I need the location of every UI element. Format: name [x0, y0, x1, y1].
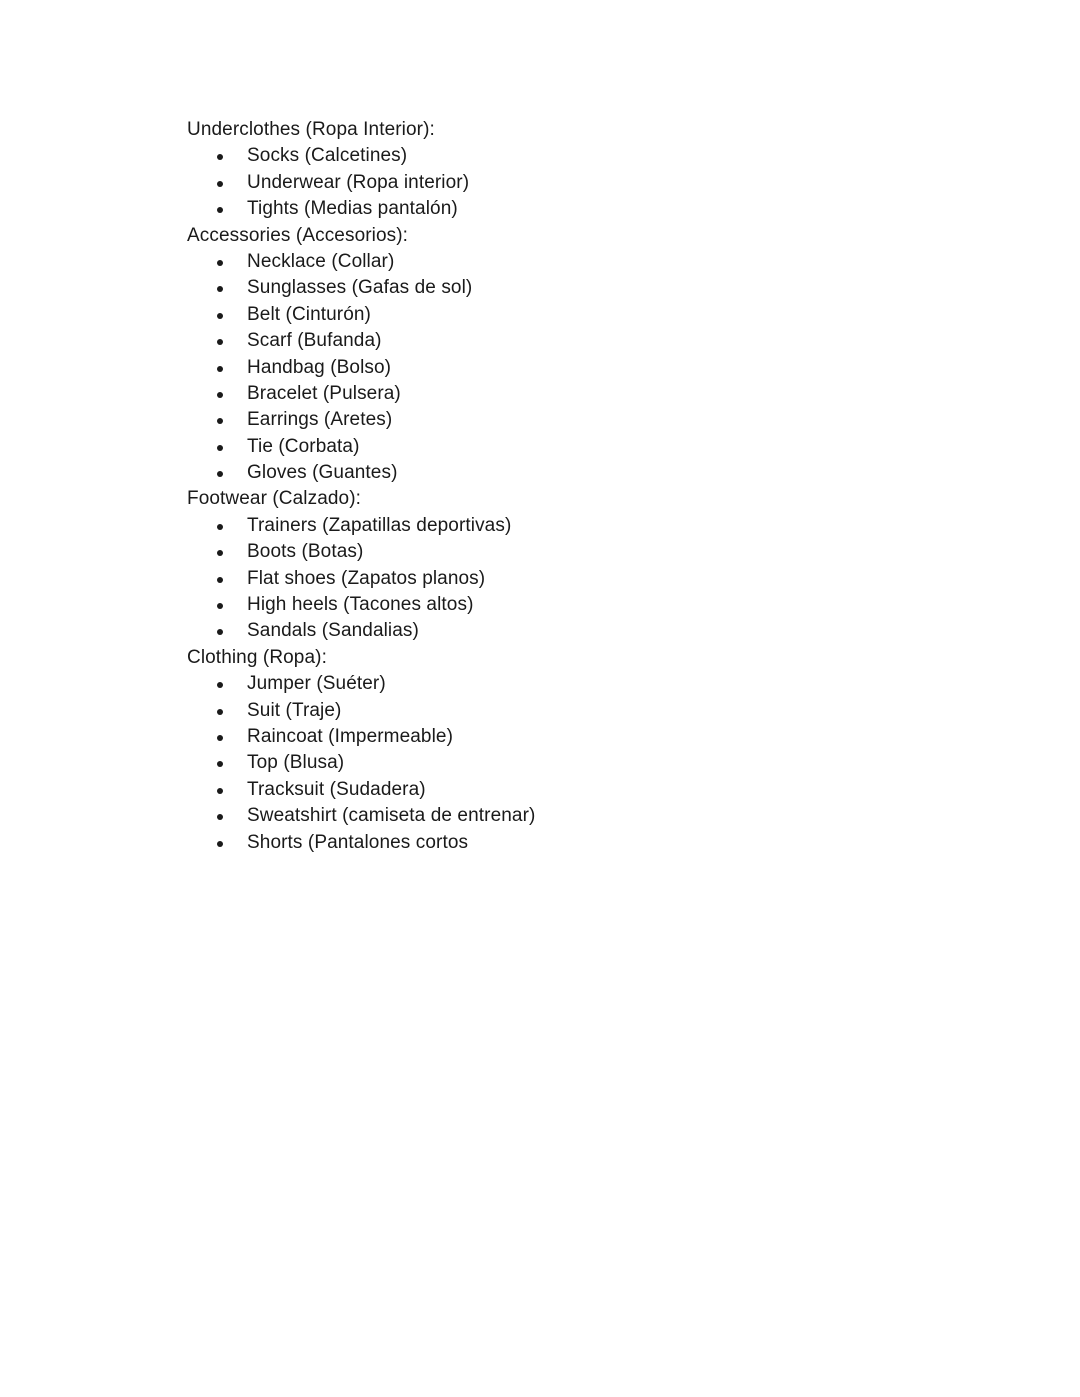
list-item — [187, 777, 947, 803]
list-item-text: Boots (Botas) — [247, 541, 364, 563]
list-item-text: Raincoat (Impermeable) — [247, 725, 454, 747]
bullet-icon — [217, 339, 223, 345]
list-item — [187, 513, 947, 539]
bullet-icon — [217, 603, 223, 609]
list-item-text: Tie (Corbata) — [247, 435, 360, 457]
item-list — [187, 671, 947, 856]
list-item-text: Socks (Calcetines) — [247, 145, 408, 167]
list-item-text: Necklace (Collar) — [247, 250, 395, 272]
list-item-text: Sandals (Sandalias) — [247, 620, 419, 642]
list-item-text: Sweatshirt (camiseta de entrenar) — [247, 805, 536, 827]
list-item — [187, 249, 947, 275]
list-item-text: Top (Blusa) — [247, 752, 345, 774]
list-item — [187, 698, 947, 724]
bullet-icon — [217, 207, 223, 213]
list-item — [187, 803, 947, 829]
list-item — [187, 460, 947, 486]
list-item — [187, 618, 947, 644]
list-item — [187, 539, 947, 565]
list-item-text: High heels (Tacones altos) — [247, 594, 474, 616]
bullet-icon — [217, 154, 223, 160]
list-item — [187, 196, 947, 222]
section-heading: Clothing (Ropa): — [187, 646, 327, 668]
bullet-icon — [217, 550, 223, 556]
list-item-text: Gloves (Guantes) — [247, 462, 398, 484]
item-list — [187, 143, 947, 222]
list-item — [187, 434, 947, 460]
list-item — [187, 275, 947, 301]
list-item — [187, 566, 947, 592]
bullet-icon — [217, 629, 223, 635]
bullet-icon — [217, 260, 223, 266]
list-item-text: Flat shoes (Zapatos planos) — [247, 567, 486, 589]
section-footwear — [187, 486, 947, 644]
bullet-icon — [217, 471, 223, 477]
bullet-icon — [217, 366, 223, 372]
list-item-text: Belt (Cinturón) — [247, 303, 371, 325]
bullet-icon — [217, 418, 223, 424]
list-item — [187, 592, 947, 618]
list-item-text: Tracksuit (Sudadera) — [247, 778, 426, 800]
list-item-text: Scarf (Bufanda) — [247, 330, 382, 352]
bullet-icon — [217, 682, 223, 688]
list-item — [187, 381, 947, 407]
section-heading: Underclothes (Ropa Interior): — [187, 119, 435, 140]
bullet-icon — [217, 814, 223, 820]
bullet-icon — [217, 841, 223, 847]
list-item — [187, 750, 947, 776]
list-item — [187, 724, 947, 750]
list-item — [187, 328, 947, 354]
list-item-text: Bracelet (Pulsera) — [247, 382, 401, 404]
section-clothing — [187, 645, 947, 856]
bullet-icon — [217, 286, 223, 292]
list-item — [187, 143, 947, 169]
list-item-text: Tights (Medias pantalón) — [247, 198, 458, 220]
item-list — [187, 249, 947, 487]
bullet-icon — [217, 709, 223, 715]
list-item — [187, 407, 947, 433]
list-item-text: Underwear (Ropa interior) — [247, 171, 470, 193]
bullet-icon — [217, 761, 223, 767]
section-heading: Accessories (Accesorios): — [187, 224, 409, 246]
list-item — [187, 302, 947, 328]
bullet-icon — [217, 181, 223, 187]
bullet-icon — [217, 392, 223, 398]
list-item-text: Suit (Traje) — [247, 699, 342, 721]
item-list — [187, 513, 947, 645]
bullet-icon — [217, 735, 223, 741]
list-item-text: Handbag (Bolso) — [247, 356, 392, 378]
list-item-text: Earrings (Aretes) — [247, 409, 393, 431]
list-item — [187, 170, 947, 196]
list-item — [187, 830, 947, 856]
document-page — [187, 117, 947, 856]
list-item-text: Trainers (Zapatillas deportivas) — [247, 514, 512, 536]
list-item — [187, 671, 947, 697]
list-item-text: Jumper (Suéter) — [247, 673, 386, 695]
bullet-icon — [217, 788, 223, 794]
list-item-text: Sunglasses (Gafas de sol) — [247, 277, 473, 299]
section-underclothes — [187, 117, 947, 223]
bullet-icon — [217, 577, 223, 583]
list-item — [187, 355, 947, 381]
bullet-icon — [217, 524, 223, 530]
section-accessories — [187, 223, 947, 487]
list-item-text: Shorts (Pantalones cortos — [247, 831, 469, 853]
bullet-icon — [217, 445, 223, 451]
bullet-icon — [217, 313, 223, 319]
section-heading: Footwear (Calzado): — [187, 488, 362, 510]
